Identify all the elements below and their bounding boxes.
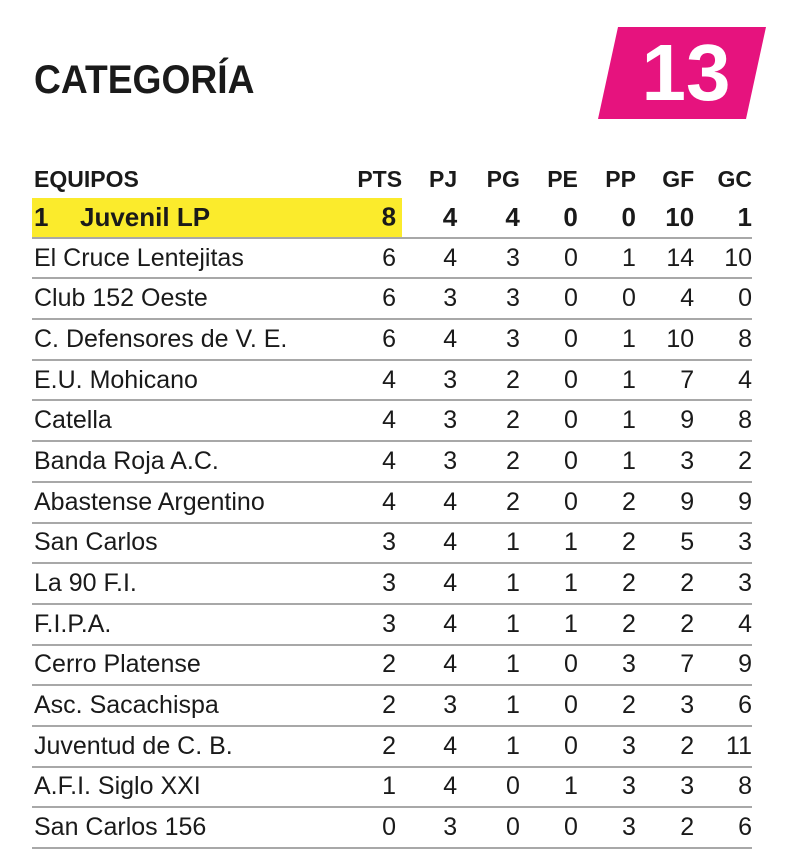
stat-cell-pp: 2	[578, 685, 636, 726]
stat-cell-pe: 0	[520, 319, 578, 360]
team-name-cell: E.U. Mohicano	[32, 360, 357, 401]
stat-cell-gf: 7	[636, 360, 694, 401]
table-row-leader	[32, 198, 752, 238]
stat-cell-pg: 2	[457, 360, 520, 401]
stat-cell-gc: 10	[694, 238, 752, 279]
stat-cell-gf: 3	[636, 441, 694, 482]
standings-table	[32, 160, 752, 849]
leader-gf: 10	[636, 198, 694, 238]
table-row	[32, 319, 752, 360]
stat-cell-gc: 6	[694, 807, 752, 848]
stat-cell-gf: 5	[636, 523, 694, 564]
column-header-pg: PG	[486, 165, 520, 192]
stat-cell-pg: 3	[457, 238, 520, 279]
stat-cell-gc: 8	[694, 400, 752, 441]
column-header-gc: GC	[717, 165, 752, 192]
stat-cell-pp: 1	[578, 360, 636, 401]
table-row	[32, 767, 752, 808]
table-row	[32, 604, 752, 645]
stat-cell-gf: 4	[636, 278, 694, 319]
stat-cell-gc: 0	[694, 278, 752, 319]
stat-cell-pj: 4	[402, 767, 457, 808]
stat-cell-pts: 6	[357, 319, 402, 360]
category-number: 13	[641, 28, 731, 117]
column-header-gf: GF	[662, 165, 695, 192]
stat-cell-pe: 0	[520, 645, 578, 686]
table-row	[32, 523, 752, 564]
stat-cell-gf: 7	[636, 645, 694, 686]
stat-cell-pts: 1	[357, 767, 402, 808]
stat-cell-pg: 1	[457, 645, 520, 686]
stat-cell-gf: 3	[636, 767, 694, 808]
stat-cell-pts: 3	[357, 523, 402, 564]
stat-cell-pg: 1	[457, 685, 520, 726]
team-name-cell: El Cruce Lentejitas	[32, 238, 357, 279]
stat-cell-pts: 6	[357, 238, 402, 279]
team-name-cell: A.F.I. Siglo XXI	[32, 767, 357, 808]
stat-cell-pe: 0	[520, 360, 578, 401]
team-name-cell: Asc. Sacachispa	[32, 685, 357, 726]
stat-cell-pj: 3	[402, 278, 457, 319]
stat-cell-pts: 0	[357, 807, 402, 848]
stat-cell-gf: 9	[636, 400, 694, 441]
table-row	[32, 441, 752, 482]
stat-cell-pp: 1	[578, 319, 636, 360]
stat-cell-pj: 3	[402, 807, 457, 848]
team-name-cell: San Carlos	[32, 523, 357, 564]
category-badge	[598, 27, 766, 119]
stat-cell-pj: 4	[402, 319, 457, 360]
stat-cell-pp: 0	[578, 278, 636, 319]
stat-cell-pts: 3	[357, 604, 402, 645]
stat-cell-pj: 3	[402, 685, 457, 726]
team-name-cell: Catella	[32, 400, 357, 441]
stat-cell-gc: 4	[694, 360, 752, 401]
stat-cell-gc: 8	[694, 767, 752, 808]
stat-cell-pp: 2	[578, 523, 636, 564]
table-row	[32, 726, 752, 767]
stat-cell-pg: 2	[457, 482, 520, 523]
stat-cell-gf: 2	[636, 563, 694, 604]
leader-rank: 1	[34, 201, 49, 232]
table-row	[32, 360, 752, 401]
column-header-pp: PP	[605, 165, 636, 192]
stat-cell-pg: 1	[457, 563, 520, 604]
stat-cell-pe: 0	[520, 685, 578, 726]
leader-pe: 0	[520, 198, 578, 238]
stat-cell-gf: 2	[636, 807, 694, 848]
stat-cell-pe: 0	[520, 807, 578, 848]
stat-cell-pg: 0	[457, 807, 520, 848]
stat-cell-pg: 2	[457, 441, 520, 482]
leader-pp: 0	[578, 198, 636, 238]
leader-gc: 1	[694, 198, 752, 238]
stat-cell-gf: 9	[636, 482, 694, 523]
stat-cell-pj: 4	[402, 523, 457, 564]
stat-cell-pp: 3	[578, 645, 636, 686]
stat-cell-pg: 1	[457, 726, 520, 767]
stat-cell-pe: 1	[520, 767, 578, 808]
stat-cell-pg: 3	[457, 278, 520, 319]
stat-cell-gc: 11	[694, 726, 752, 767]
stat-cell-pj: 4	[402, 482, 457, 523]
stat-cell-gf: 3	[636, 685, 694, 726]
team-name-cell: Club 152 Oeste	[32, 278, 357, 319]
team-name-cell: Banda Roja A.C.	[32, 441, 357, 482]
team-name-cell: Cerro Platense	[32, 645, 357, 686]
team-name-cell: C. Defensores de V. E.	[32, 319, 357, 360]
table-row	[32, 645, 752, 686]
stat-cell-gf: 10	[636, 319, 694, 360]
stat-cell-pj: 4	[402, 563, 457, 604]
stat-cell-pts: 4	[357, 400, 402, 441]
stat-cell-pe: 0	[520, 238, 578, 279]
leader-team-cell	[32, 198, 402, 238]
stat-cell-pe: 0	[520, 482, 578, 523]
stat-cell-pe: 0	[520, 726, 578, 767]
stat-cell-gf: 2	[636, 604, 694, 645]
stat-cell-pg: 1	[457, 523, 520, 564]
stat-cell-gc: 2	[694, 441, 752, 482]
stat-cell-pe: 1	[520, 523, 578, 564]
stat-cell-pe: 0	[520, 400, 578, 441]
table-row	[32, 563, 752, 604]
table-row	[32, 807, 752, 848]
stat-cell-pe: 1	[520, 604, 578, 645]
stat-cell-pts: 2	[357, 685, 402, 726]
table-row	[32, 238, 752, 279]
stat-cell-pj: 4	[402, 726, 457, 767]
stat-cell-pp: 2	[578, 482, 636, 523]
stat-cell-pts: 3	[357, 563, 402, 604]
stat-cell-pg: 1	[457, 604, 520, 645]
stat-cell-gc: 9	[694, 645, 752, 686]
stat-cell-gc: 8	[694, 319, 752, 360]
stat-cell-gf: 2	[636, 726, 694, 767]
column-header-equipos: EQUIPOS	[34, 165, 139, 192]
stat-cell-pg: 3	[457, 319, 520, 360]
stat-cell-pp: 2	[578, 604, 636, 645]
leader-pg: 4	[457, 198, 520, 238]
stat-cell-pj: 3	[402, 400, 457, 441]
leader-pj: 4	[402, 198, 457, 238]
stat-cell-pts: 4	[357, 360, 402, 401]
column-header-pe: PE	[547, 165, 578, 192]
stat-cell-pp: 3	[578, 767, 636, 808]
stat-cell-gf: 14	[636, 238, 694, 279]
table-row	[32, 400, 752, 441]
stat-cell-pp: 1	[578, 441, 636, 482]
stat-cell-gc: 6	[694, 685, 752, 726]
stat-cell-pp: 2	[578, 563, 636, 604]
stat-cell-pp: 3	[578, 726, 636, 767]
stat-cell-pe: 0	[520, 278, 578, 319]
stat-cell-pp: 1	[578, 400, 636, 441]
stat-cell-gc: 4	[694, 604, 752, 645]
stat-cell-pp: 3	[578, 807, 636, 848]
stat-cell-pg: 0	[457, 767, 520, 808]
stat-cell-pp: 1	[578, 238, 636, 279]
team-name-cell: San Carlos 156	[32, 807, 357, 848]
stat-cell-gc: 9	[694, 482, 752, 523]
table-row	[32, 278, 752, 319]
stat-cell-pj: 4	[402, 604, 457, 645]
team-name-cell: F.I.P.A.	[32, 604, 357, 645]
column-header-pj: PJ	[429, 165, 458, 192]
stat-cell-gc: 3	[694, 523, 752, 564]
stat-cell-pg: 2	[457, 400, 520, 441]
leader-team-name: Juvenil LP	[80, 201, 211, 232]
table-row	[32, 482, 752, 523]
stat-cell-pts: 2	[357, 645, 402, 686]
table-row	[32, 685, 752, 726]
stat-cell-pe: 1	[520, 563, 578, 604]
stat-cell-pj: 3	[402, 441, 457, 482]
leader-pts: 8	[381, 201, 397, 232]
stat-cell-pts: 2	[357, 726, 402, 767]
stat-cell-pts: 4	[357, 482, 402, 523]
stat-cell-pts: 6	[357, 278, 402, 319]
stat-cell-pj: 3	[402, 360, 457, 401]
team-name-cell: Abastense Argentino	[32, 482, 357, 523]
table-header-row	[32, 160, 752, 198]
stat-cell-pts: 4	[357, 441, 402, 482]
stat-cell-pj: 4	[402, 238, 457, 279]
column-header-pts: PTS	[357, 165, 403, 192]
team-name-cell: Juventud de C. B.	[32, 726, 357, 767]
stat-cell-pe: 0	[520, 441, 578, 482]
category-title: CATEGORÍA	[34, 58, 255, 102]
stat-cell-gc: 3	[694, 563, 752, 604]
team-name-cell: La 90 F.I.	[32, 563, 357, 604]
stat-cell-pj: 4	[402, 645, 457, 686]
